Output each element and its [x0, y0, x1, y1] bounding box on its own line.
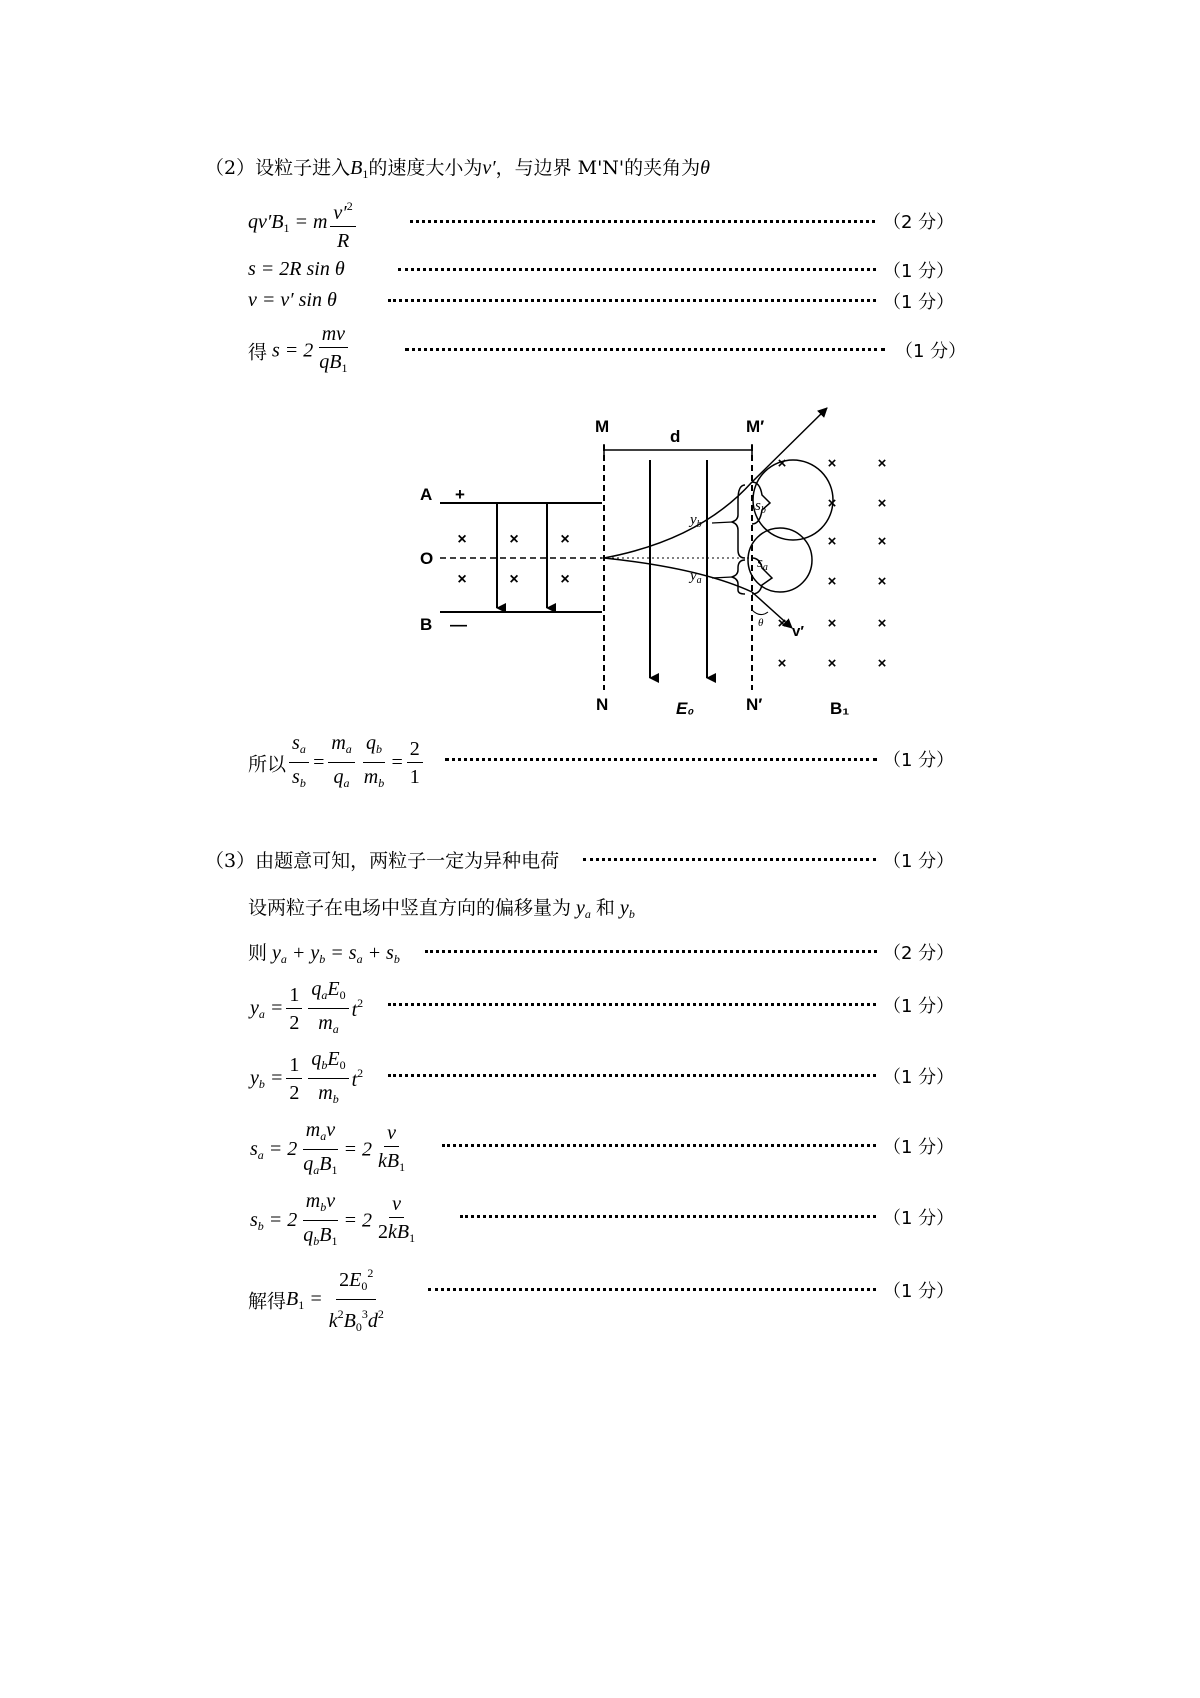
score-label: （1 分）: [883, 750, 955, 771]
eq-sb: $s_b = 2$ $\frac{m_bv}{q_bB_1}$ = 2 $\frac{v}{2kB_1}$: [250, 1190, 416, 1248]
dots-line: [425, 950, 877, 953]
dots-line: [428, 1288, 876, 1291]
cross-mark: ×: [560, 571, 570, 588]
label-b1: B₁: [830, 699, 850, 718]
cross-mark: ×: [777, 615, 787, 632]
label-sb: $s_b$: [755, 498, 766, 516]
dots-line: [445, 758, 877, 761]
b0-field-crosses: [457, 531, 569, 588]
label-m: M: [595, 417, 610, 436]
brace-yb: [732, 485, 745, 558]
label-n: N: [596, 695, 609, 714]
cross-mark: ×: [777, 655, 787, 672]
cross-mark: ×: [877, 533, 887, 550]
cross-mark: ×: [827, 615, 837, 632]
cross-mark: ×: [877, 455, 887, 472]
label-minus: —: [450, 615, 467, 634]
label-np: N′: [746, 695, 763, 714]
label-d: d: [670, 427, 681, 446]
score-label: （1 分）: [883, 851, 955, 872]
label-mp: M′: [746, 417, 765, 436]
dots-line: [388, 299, 876, 302]
part2-intro: [205, 153, 710, 182]
cross-mark: ×: [827, 533, 837, 550]
eq-ya: $y_a$ = $\frac{1}{2}$ $\frac{q_aE_0}{m_a}$ $t^2$: [250, 978, 364, 1036]
cross-mark: ×: [877, 615, 887, 632]
cross-mark: ×: [827, 573, 837, 590]
dots-line: [388, 1074, 876, 1077]
cross-mark: ×: [877, 655, 887, 672]
trajectory-a: [604, 558, 752, 592]
intro-v: v′: [482, 157, 496, 179]
cross-mark: ×: [877, 573, 887, 590]
score-label: （1 分）: [883, 1281, 955, 1302]
score-label: （1 分）: [883, 1137, 955, 1158]
score-label: （2 分）: [883, 943, 955, 964]
label-sa: $s_a$: [757, 555, 768, 573]
intro-theta: θ: [700, 157, 710, 179]
label-vp: v′: [792, 623, 804, 640]
cross-mark: ×: [877, 495, 887, 512]
cross-mark: ×: [777, 455, 787, 472]
score-label: （1 分）: [883, 1208, 955, 1229]
cross-mark: ×: [509, 531, 519, 548]
label-o: O: [420, 549, 434, 568]
cross-mark: ×: [827, 655, 837, 672]
cross-mark: ×: [827, 455, 837, 472]
eq-ratio: 所以 $\frac{s_a}{s_b}$ = $\frac{m_a}{q_a}$ $\frac{q_b}{m_b}$ = $\frac{2}{1}$: [248, 732, 426, 794]
score-label: （1 分）: [883, 292, 955, 313]
part3-line2: 设两粒子在电场中竖直方向的偏移量为 $y_a$ 和 $y_b$: [248, 897, 635, 921]
dots-line: [460, 1215, 876, 1218]
dots-line: [583, 858, 876, 861]
intro-suffix: ，与边界 M'N'的夹角为: [495, 157, 701, 179]
dots-line: [442, 1144, 876, 1147]
dots-line: [388, 1003, 876, 1006]
cross-mark: ×: [457, 571, 467, 588]
dots-line: [405, 348, 885, 351]
cross-mark: ×: [509, 571, 519, 588]
intro-mid: 的速度大小为: [368, 157, 483, 179]
eq-sum: 则 $y_a + y_b = s_a + s_b$: [248, 942, 400, 966]
eq-velocity: v = v′ sin θ: [248, 289, 337, 311]
score-label: （1 分）: [883, 261, 955, 282]
score-label: （1 分）: [883, 1067, 955, 1088]
score-label: （1 分）: [895, 341, 967, 362]
label-a: A: [420, 485, 433, 504]
intro-b1: $B_1$: [350, 157, 369, 181]
label-yb: $y_b$: [690, 512, 702, 530]
eq-s-result: 得 s = 2 $\frac{mv}{qB_1}$: [248, 323, 348, 375]
score-label: （2 分）: [883, 212, 955, 233]
label-b: B: [420, 615, 433, 634]
dots-line: [410, 220, 875, 223]
physics-diagram: [400, 400, 920, 730]
trajectory-b: [604, 482, 752, 558]
eq-yb: $y_b$ = $\frac{1}{2}$ $\frac{q_bE_0}{m_b}$ $t^2$: [250, 1048, 364, 1106]
dots-line: [398, 268, 876, 271]
label-theta: θ: [758, 617, 764, 629]
intro-prefix: （2）设粒子进入: [205, 157, 351, 179]
eq-chord: s = 2R sin θ: [248, 258, 345, 280]
score-label: （1 分）: [883, 996, 955, 1017]
label-ya: $y_a$: [690, 568, 702, 586]
cross-mark: ×: [457, 531, 467, 548]
cross-mark: ×: [560, 531, 570, 548]
circle-b: [753, 460, 833, 540]
eq-lorentz: $qv'B_1 = m$ $\frac{v'^2}{R}$: [248, 195, 359, 252]
eq-b1-result: 解得$B_1$ = $\frac{2E_0^2}{k^2B_0^3d^2}$: [248, 1262, 390, 1338]
eq-sa: $s_a = 2$ $\frac{m_av}{q_aB_1}$ = 2 $\frac{v}{kB_1}$: [250, 1119, 406, 1177]
label-e0: E₀: [676, 699, 695, 718]
part3-line1: （3）由题意可知，两粒子一定为异种电荷: [205, 850, 560, 872]
cross-mark: ×: [827, 495, 837, 512]
label-plus: +: [455, 485, 465, 504]
